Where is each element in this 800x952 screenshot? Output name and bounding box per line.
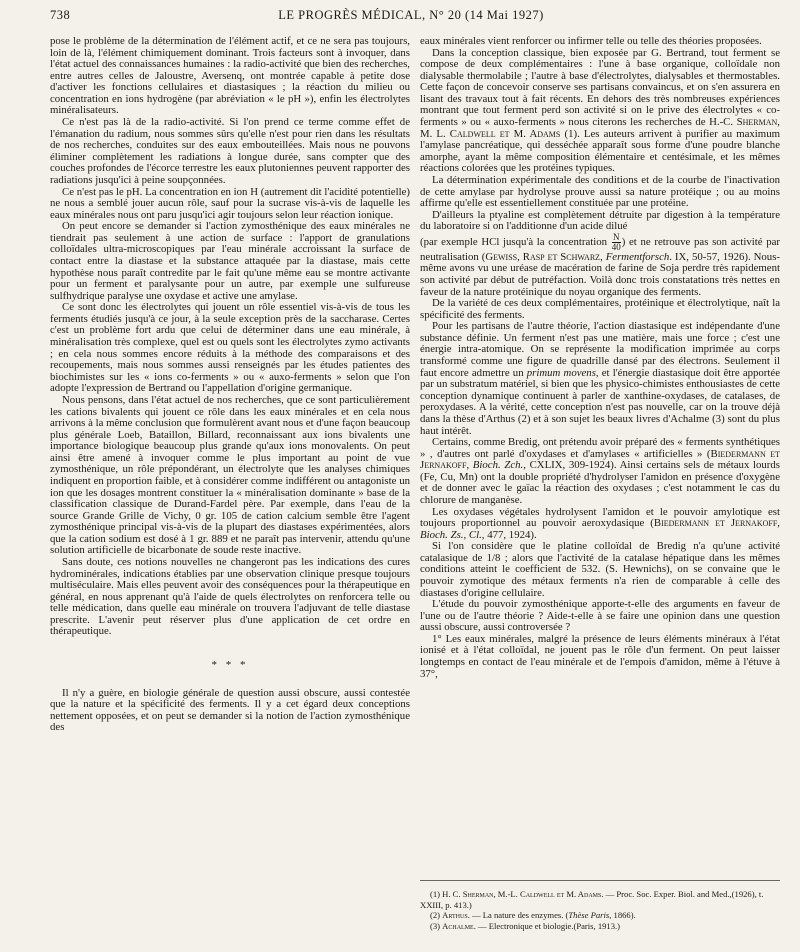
text-run: (par exemple HCl jusqu'à la concentration	[420, 235, 611, 248]
text-run: , 477, 1924).	[481, 528, 537, 541]
footnote	[420, 910, 780, 921]
paragraph	[420, 321, 780, 437]
paragraph	[420, 48, 780, 175]
paragraph: D'ailleurs la ptyaline est complètement détruite par digestion à la température du laboratoire si on l'additionne d'un acide dilué	[420, 208, 780, 233]
text-run: , CXLIX, 309-1924). Ainsi certains sels de métaux lourds (Fe, Cu, Mn) ont la double propriété d'hydrolyser l'amidon en présence d'oxygène et de donner avec le gaïac la réaction des oxydases ; c'est notamment le cas du chlorure de manganèse.	[420, 459, 780, 506]
fraction-numerator: N	[612, 231, 620, 242]
text-run: , et l'énergie diastasique doit être apportée par un substratum matériel, si bien que les physico-chimistes enthousiastes de cette conception dynamique continuent à parler de xanthine-oxydases, de catalases, de peroxydases. A la vérité, cette conception n'est pas nouvelle, car on la trouve déjà dans la thèse d'Arthus (2) et à son sujet les beaux livres d'Achalme (3) sont du plus haut intérêt.	[420, 366, 780, 437]
journal-name: , Bioch. Zs., Cl.	[420, 517, 780, 541]
paragraph: Il n'y a guère, en biologie générale de question aussi obscure, aussi contestée que la nature et la spécificité des ferments. Il y a cet égard deux conceptions nettement opposées, et on peut se demander si la notion de l'action zymosthénique des	[50, 686, 410, 734]
fraction-denominator: 40	[611, 241, 621, 252]
author-names: Achalme	[442, 920, 474, 931]
author-names: Sherman, M. L. Caldwell et M. Adams	[420, 116, 780, 140]
text-run: (3)	[430, 920, 443, 931]
paragraph: 1° Les eaux minérales, malgré la présence de leurs éléments minéraux à l'état ionisé et à l'état colloïdal, ne jouent pas le rôle d'un ferment. On peut laisser longtemps en contact de l'eau minérale et de l'empois d'amidon, même à l'étuve à 37°,	[420, 632, 780, 680]
paragraph: (par exemple HCl jusqu'à la concentration $\frac{N}{40}$ ) et ne retrouve pas son activité par neutralisation (Gewiss, Rasp et Schwarz, Fermentforsch. IX, 50-57, 1926). Nous-même avons vu une uréase de macération de farine de Soja perdre très rapidement son activité par début de putréfaction. Voilà donc trois constatations très nettes en faveur de la nature protéinique du noyau organique des ferments.	[420, 231, 781, 298]
text-run: (2)	[430, 910, 443, 920]
running-title: LE PROGRÈS MÉDICAL, N° 20 (14 Mai 1927)	[278, 8, 544, 22]
paragraph: De la variété de ces deux complémentaires, protéinique et électrolytique, naît la spécificité des ferments.	[420, 297, 780, 321]
author-names: Sherman, M.-L. Caldwell et M. Adams	[462, 889, 602, 899]
paragraph	[420, 437, 780, 506]
text-run: . IX, 50-57, 1926). Nous-même avons vu une uréase de macération de farine de Soja perdre très rapidement son activité par début de putréfaction. Voilà donc trois constatations très nettes en faveur de la nature protéinique du noyau organique des ferments.	[420, 250, 780, 298]
paragraph: eaux minérales vient renforcer ou infirmer telle ou telle des théories proposées.	[420, 35, 762, 47]
author-names: Biedermann et Jernakoff	[653, 517, 778, 530]
paragraph	[420, 507, 780, 542]
italic-term: Thèse Paris	[568, 910, 610, 920]
fraction	[612, 233, 621, 252]
paragraph: Ce sont donc les électrolytes qui jouent un rôle essentiel vis-à-vis de tous les ferments étudiés jusqu'à ce jour, à la seule exception près de la saccharase. Certes c'est un problème fort ardu que celui de déterminer dans une eau minérale, à minéralisation très complexe, quel est ou quels sont les électrolytes zymo activants ; en cela nous sommes encore réduits à la méthode des comparaisons et des recoupements, mais nous sommes aussi renseignés par les études patientes des biochimistes sur les « ions co-ferments » ou « auxo-ferments » selon que l'on adopte l'expression de Bertrand ou l'appellation d'origine germanique.	[50, 301, 410, 395]
section-separator: * * *	[211, 659, 249, 672]
footnote	[420, 889, 780, 910]
paragraph: Sans doute, ces notions nouvelles ne changeront pas les indications des cures hydrominérales, indications établies par une observation clinique presque toujours multiséculaire. Mais elles peuvent avoir des conséquences pour la thérapeutique en général, en nous apprenant qu'à l'aide de quels électrolytes on renforcera telle ou telle médication, dans quelle eau minérale on trouvera l'adjuvant de telle diastase prescrite. L'avenir peut réserver plus d'une application de cet ordre en thérapeutique.	[50, 556, 410, 638]
journal-name: , Bioch. Zch.	[466, 459, 524, 472]
author-names: Arthus	[442, 910, 468, 920]
text-run: (1) H. C.	[430, 889, 463, 899]
right-column	[420, 36, 780, 680]
text-run: Pour les partisans de l'autre théorie, l'action diastasique est indépendante d'une substance définie. Un ferment n'est pas une matière, mais une force ; c'est une énergie intra-atomique. On se représente la modification imprimée au corps transformé comme une figure de quadrille dansé par des électrons. Seulement il faut encore admettre un	[420, 320, 780, 379]
author-names: Biedermann et Jernakoff	[420, 447, 780, 472]
paragraph: L'étude du pouvoir zymosthénique apporte-t-elle des arguments en faveur de l'une ou de l'autre théorie ? Aide-t-elle à se faire une opinion dans une question aussi obscure, aussi controversée ?	[420, 598, 780, 634]
text-run: Certains, comme Bredig, ont prétendu avoir préparé des « ferments synthétiques » , d'autres ont parlé d'oxydases et d'amylases « artificielles » (	[420, 436, 780, 460]
text-run: (1). Les auteurs arrivent à purifier au maximum l'amylase pancréatique, qui desséchée apparaît sous forme d'une poudre blanche amorphe, ayant la même composition élémentaire et centésimale, et les mêmes réactions colorées que les protéines typiques.	[420, 127, 780, 175]
author-names: Gewiss, Rasp et Schwarz	[485, 250, 601, 263]
paragraph: pose le problème de la détermination de l'élément actif, et ce ne sera pas toujours, loin de là, l'élément chimiquement dominant. Trois facteurs sont à invoquer, dans l'état actuel des connaissances humaines : la radio-activité que bien des recherches, entre autres celles de Jaloustre, Aversenq, ont montrée capable à petite dose d'activer les fonctions cellulaires et diastasiques ; la réaction du milieu ou concentration en ions hydrogène (par abréviation « le pH »), enfin les électrolytes minéralisateurs.	[50, 35, 410, 117]
paragraph: Si l'on considère que le platine colloïdal de Bredig n'a qu'une activité catalasique de 1/8 ; alors que l'activité de la catalase hépatique dans les mêmes conditions atteint le coefficient de 532. (S. Hewnichs), on se convaine que le pouvoir zymotique des métaux ferments n'a rien de comparable à celle des diastases d'origine cellulaire.	[420, 540, 780, 599]
footnotes	[420, 880, 780, 931]
journal-name: Fermentforsch	[605, 250, 670, 263]
paragraph: La détermination expérimentale des conditions et de la courbe de l'inactivation de cette amylase par hydrolyse prouve aussi sa nature protéique ; ou au moins affirme qu'elle est essentiellement constituée par une protéine.	[420, 173, 780, 210]
running-header	[50, 6, 772, 26]
text-run: . — Proc. Soc. Exper. Biol. and Med.,(1926), t. XXIII, p. 413.)	[420, 889, 764, 910]
text-run: . — Electronique et biologie.(Paris, 1913.)	[473, 920, 621, 931]
footnote	[420, 921, 780, 932]
text-run: Dans la conception classique, bien exposée par G. Bertrand, tout ferment se compose de deux complémentaires : l'une à base organique, colloïdale non dialysable thermolabile ; l'autre à base d'électrolytes, dialysables et thermostables. Cette façon de concevoir conserve ses partisans convaincus, et on s'en assurera en lisant des travaux tout à fait récents. En dehors des très nombreuses expériences montrant que tout ferment perd son activité si on le prive des électrolytes « co-ferments » ou « auxo-ferments » nous citerons les recherches de H.-C.	[420, 46, 780, 129]
text-run: Les oxydases végétales hydrolysent l'amidon et le pouvoir amylotique est toujours proportionnel au pouvoir aeroxydasique (	[420, 505, 780, 530]
paragraph: Ce n'est pas le pH. La concentration en ion H (autrement dit l'acidité potentielle) ne nous a semblé jouer aucun rôle, sauf pour la sucrase vis-à-vis de laquelle les eaux minérales nous ont paru jusqu'ici agir toujours selon leur réaction ionique.	[50, 185, 410, 221]
left-column	[50, 36, 410, 734]
text-run: ) et ne retrouve pas son activité par neutralisation (	[420, 235, 781, 263]
paragraph: Ce n'est pas là de la radio-activité. Si l'on prend ce terme comme effet de l'émanation du radium, nous sommes sûrs qu'elle n'est pour rien dans les résultats de nos recherches, conduites sur des eaux embouteillées. Mais nous ne pouvons éliminer complètement les radiations à longue durée, sans compter que des couches profondes de l'écorce terrestre les eaux plutoniennes peuvent rapporter des radiations jusqu'ici à peine soupçonnées.	[50, 116, 410, 186]
paragraph: On peut encore se demander si l'action zymosthénique des eaux minérales ne tiendrait pas seulement à une action de surface : l'apport de granulations colloïdales ultra-microscopiques par l'eau minérale accroissant la surface de contact entre la diastase et la substance attaquée par la diastase, mais cette hypothèse nous paraît contredite par le fait qu'une même eau se montre activante pour un ferment et paralysante pour un autre, par exemple une sulfureuse sulfhydrique paralyse une oxydase et active une amylase.	[50, 220, 410, 302]
page-number: 738	[50, 8, 71, 22]
text-run: . — La nature des enzymes. (	[467, 910, 569, 920]
text-run: , 1866).	[609, 910, 636, 920]
paragraph: Nous pensons, dans l'état actuel de nos recherches, que ce sont particulièrement les cations bivalents qui jouent ce rôle dans les eaux minérales et en cela nous arrivons à la même conclusion que formulèrent avant nous et d'une façon beaucoup plus générale Loeb, Bataillon, Billard, reconnaissant aux ions bivalents une importance biologique beaucoup plus grande qu'aux ions monovalents. On peut ainsi être amené à invoquer comme le plus important au point de vue zymosthénique, un rôle prépondérant, un électrolyte que les analyses chimiques indiquent en proportion faible, et à considérer comme indifférent ou antagoniste un ion que les dosages montrent constituer la « minéralisation dominante » base de la classification classique de Durand-Fardel père. Par exemple, dans l'eau de la source Grande Grille de Vichy, 0 gr. 105 de cation calcium semble être l'agent zymosthénique principal vis-à-vis de la plupart des diastases expérimentées, alors que la cation sodium est dosé à 1 gr. 889 et ne paraît pas intervenir, attendu qu'une solution artificielle de bicarbonate de soude reste inactive.	[50, 393, 410, 557]
italic-term: primum movens	[526, 366, 596, 379]
